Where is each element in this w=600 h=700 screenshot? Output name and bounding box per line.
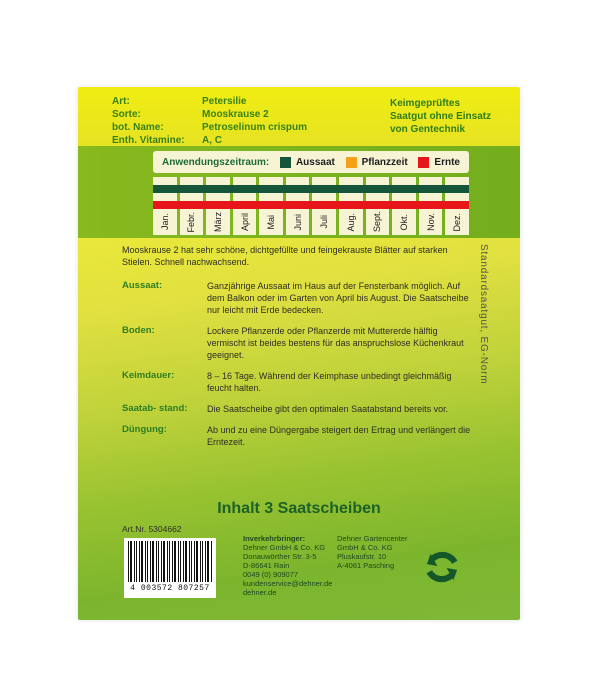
address-line: dehner.de (243, 588, 277, 597)
detail-row-boden (122, 325, 478, 361)
info-row (112, 95, 372, 108)
detail-text: Die Saatscheibe gibt den optimalen Saatabstand bereits vor. (207, 404, 449, 414)
month-label: April (239, 212, 250, 231)
info-value: Mooskrause 2 (202, 109, 269, 120)
barcode-digits: 4 003572 807257 (130, 584, 210, 593)
distributor-heading: Inverkehrbringer: (243, 534, 306, 543)
month-label: Febr. (186, 211, 197, 233)
distributor-address-austria (337, 534, 421, 570)
aussaat-period-bar (153, 185, 469, 193)
month-label: Sept. (372, 211, 383, 233)
green-dot-recycling-icon (425, 550, 459, 584)
detail-text: Ganzjährige Aussaat im Haus auf der Fensterbank möglich. Auf dem Balkon oder im Garten von April bis August. Die Saatscheibe nur leicht mit Erde bedecken. (207, 281, 469, 315)
detail-label: Saatab- stand: (122, 403, 188, 414)
month-label: Aug. (345, 212, 356, 232)
month-label: Juni (292, 213, 303, 231)
address-line: kundenservice@dehner.de (243, 579, 333, 588)
address-line: D-86641 Rain (243, 561, 290, 570)
certification-note (390, 97, 491, 136)
info-value: Petersilie (202, 96, 247, 107)
certification-line: Keimgeprüftes (390, 98, 461, 109)
calendar-legend (153, 151, 469, 173)
detail-label: Aussaat: (122, 280, 163, 291)
address-line: Pluskaufstr. 10 (337, 552, 387, 561)
address-line: Dehner Gartencenter (337, 534, 408, 543)
address-line: Dehner GmbH & Co. KG (243, 543, 326, 552)
info-label: bot. Name: (112, 122, 164, 133)
month-grid (153, 177, 469, 235)
barcode-bars (128, 541, 212, 582)
address-line: 0049 (0) 909077 (243, 570, 299, 579)
ernte-swatch-icon (418, 157, 429, 168)
info-row (112, 108, 372, 121)
detail-row-keimdauer (122, 370, 478, 394)
detail-label: Düngung: (122, 424, 167, 435)
info-panel (78, 87, 520, 146)
detail-row-aussaat (122, 280, 478, 316)
detail-label: Boden: (122, 325, 155, 336)
aussaat-swatch-icon (280, 157, 291, 168)
info-label: Art: (112, 96, 130, 107)
detail-row-saatabstand (122, 403, 478, 415)
article-number: Art.Nr. 5304662 (122, 524, 182, 534)
variety-description: Mooskrause 2 hat sehr schöne, dichtgefüllte und feingekrauste Blätter auf starken Stielen. Schnell nachwachsend. (122, 245, 448, 267)
detail-label: Keimdauer: (122, 370, 175, 381)
variety-info-table (112, 95, 372, 147)
info-value: Petroselinum crispum (202, 122, 308, 133)
instructions-panel (78, 238, 520, 620)
detail-text: Ab und zu eine Düngergabe steigert den Ertrag und verlängert die Erntezeit. (207, 425, 471, 447)
address-line: Donauwörther Str. 3-5 (243, 552, 317, 561)
legend-item-pflanzzeit: Pflanzzeit (346, 157, 408, 168)
address-line: A-4061 Pasching (337, 561, 395, 570)
legend-item-aussaat: Aussaat (280, 157, 335, 168)
detail-text: Lockere Pflanzerde oder Pflanzerde mit Muttererde hälftig vermischt ist beides bestens für das anspruchslose Küchenkraut geeignet. (207, 326, 464, 360)
detail-row-duengung (122, 424, 478, 448)
month-label: Mai (266, 214, 277, 230)
usage-calendar-band (78, 146, 520, 238)
barcode (124, 538, 216, 598)
content-quantity: Inhalt 3 Saatscheiben (217, 500, 381, 517)
month-label: Nov. (425, 213, 436, 231)
info-label: Enth. Vitamine: (112, 135, 185, 146)
detail-text: 8 – 16 Tage. Während der Keimphase unbedingt gleichmäßig feucht halten. (207, 371, 452, 393)
instructions-text (122, 244, 478, 457)
standard-seed-note: Standardsaatgut, EG-Norm (478, 244, 489, 385)
distributor-address (243, 534, 337, 597)
ernte-period-bar (153, 201, 469, 209)
month-label: Jan. (159, 213, 170, 231)
month-label: Juli (319, 215, 330, 229)
certification-line: Saatgut ohne Einsatz (390, 111, 492, 122)
month-label: Okt. (398, 213, 409, 231)
month-label: Dez. (452, 212, 463, 232)
calendar-title: Anwendungszeitraum: (162, 156, 270, 168)
pflanzzeit-swatch-icon (346, 157, 357, 168)
info-value: A, C (202, 135, 222, 146)
info-label: Sorte: (112, 109, 141, 120)
certification-line: von Gentechnik (390, 124, 466, 135)
month-label: März (212, 212, 223, 232)
info-row (112, 121, 372, 134)
address-line: GmbH & Co. KG (337, 543, 393, 552)
seed-packet-back (78, 87, 520, 620)
legend-item-ernte: Ernte (418, 157, 460, 168)
